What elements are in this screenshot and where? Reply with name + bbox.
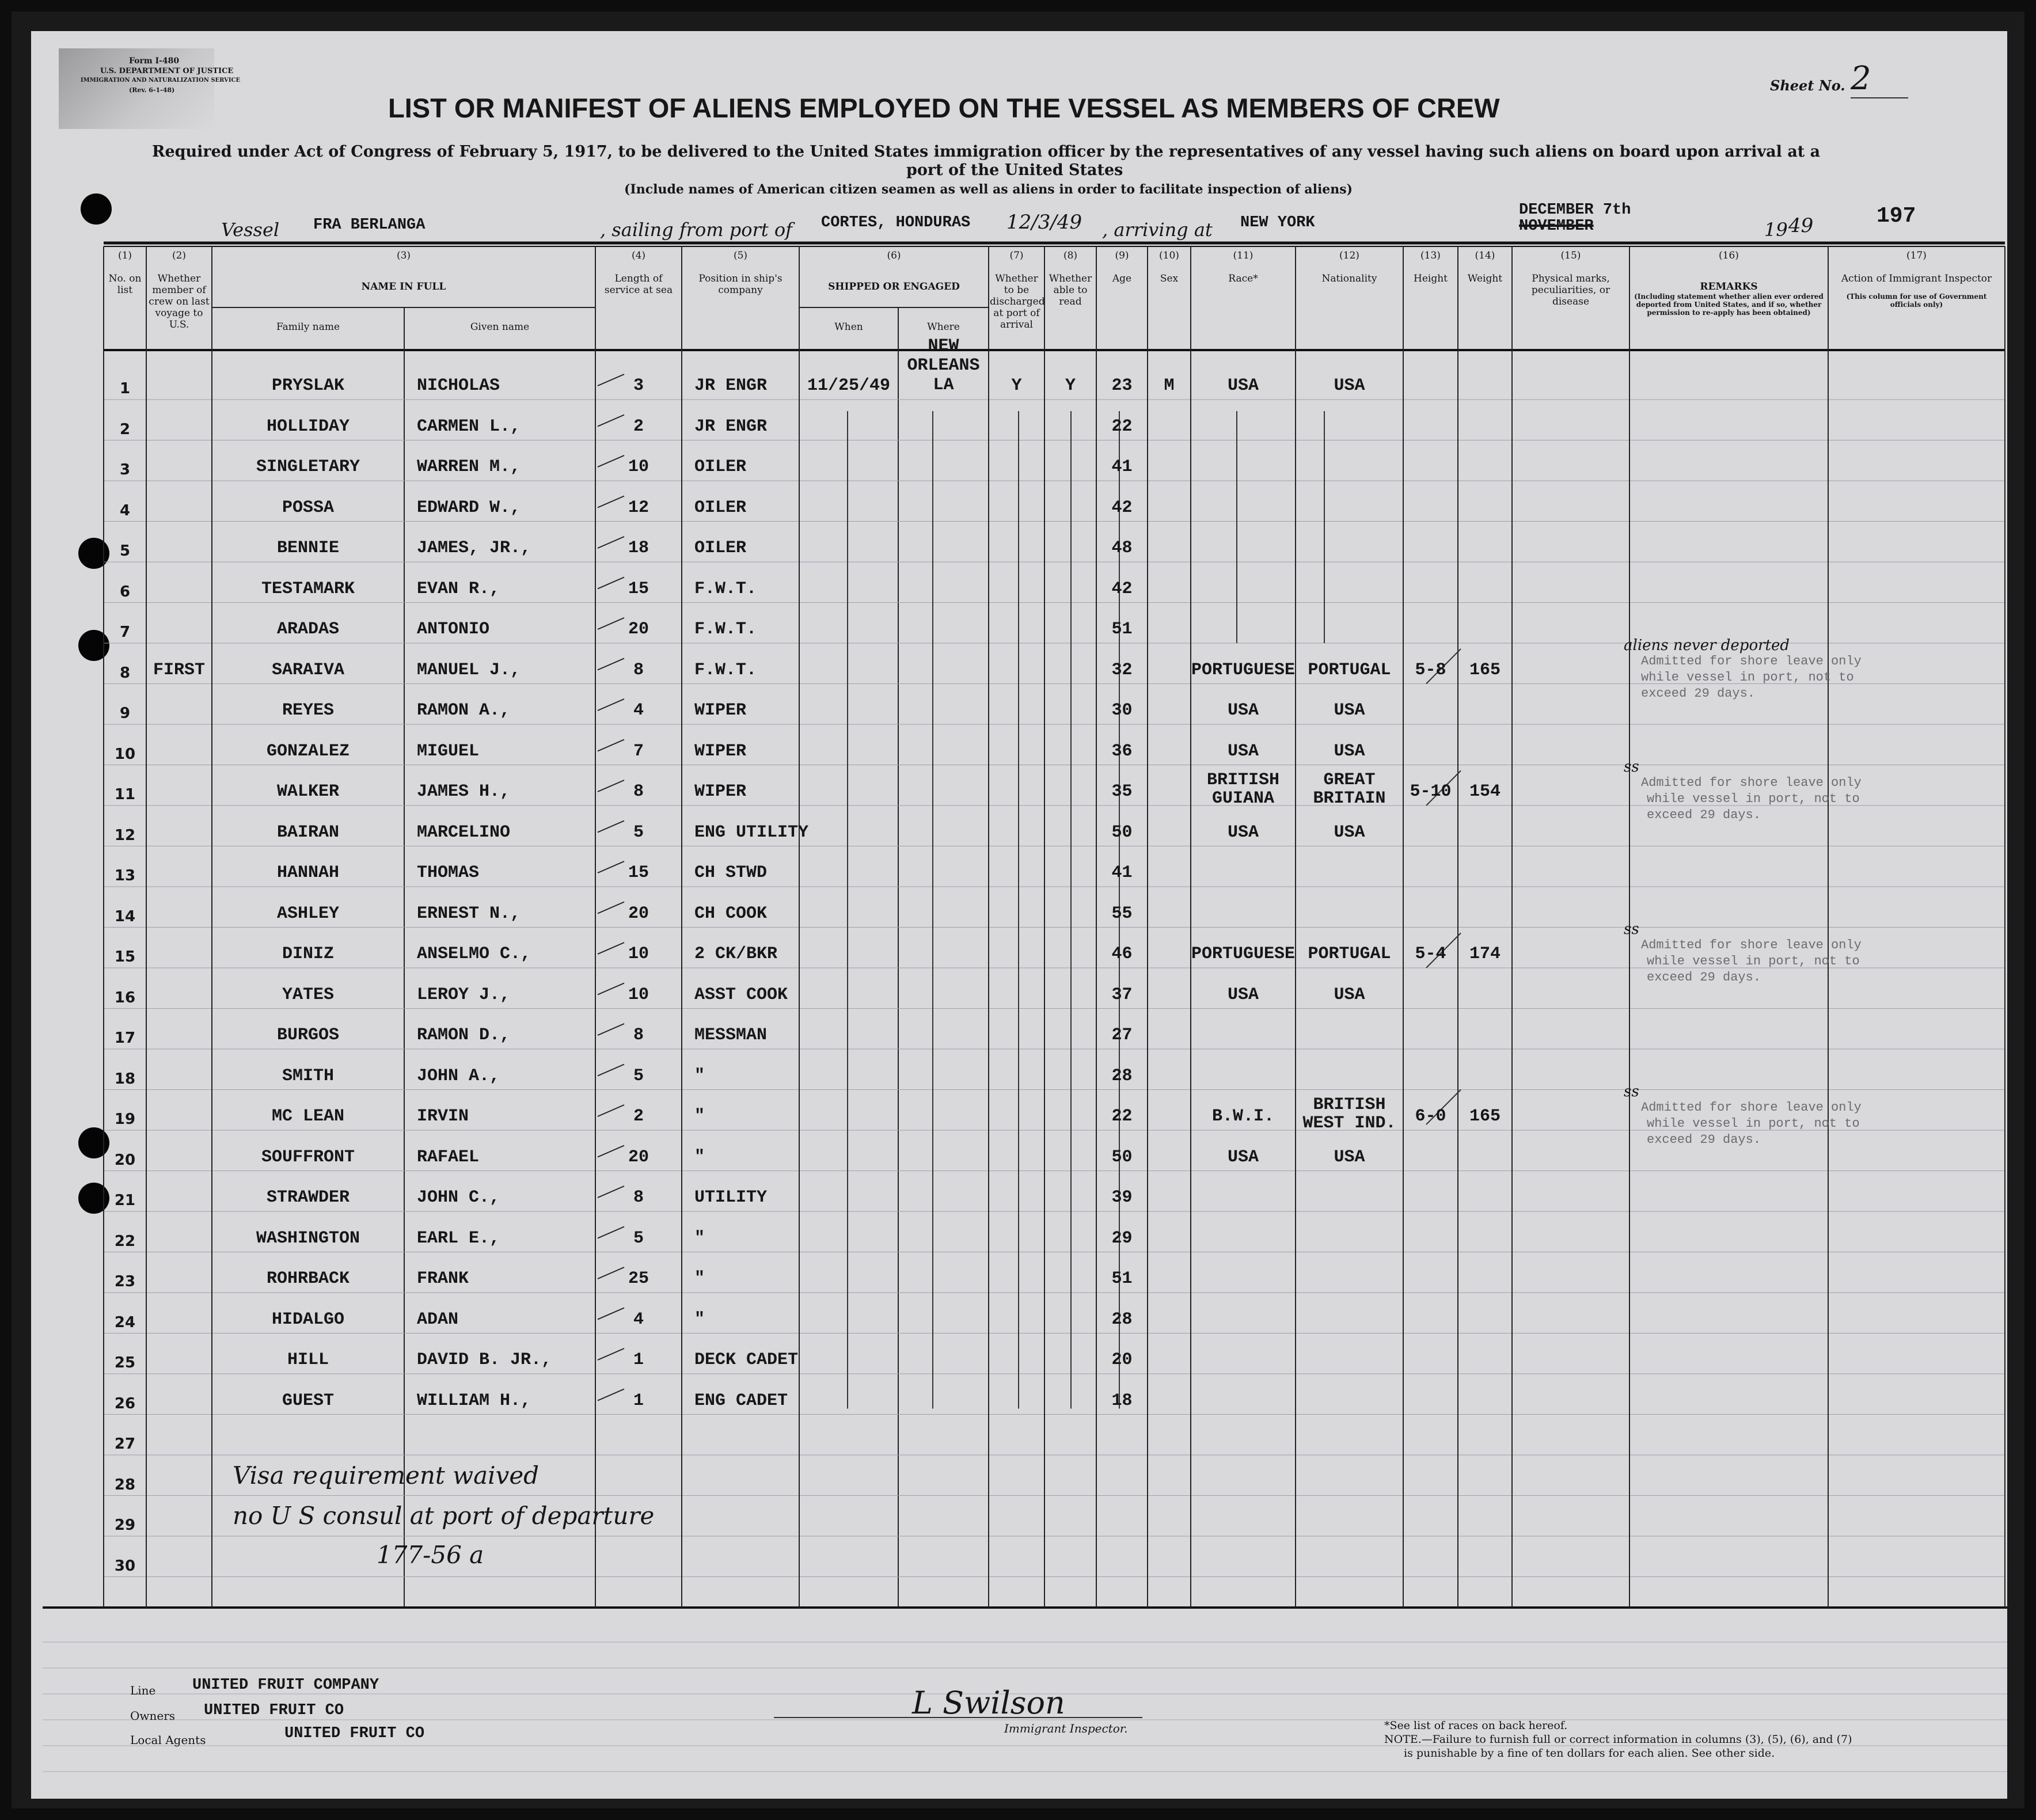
- owners-label: Owners: [130, 1709, 176, 1723]
- weight-cell: 154: [1469, 782, 1501, 801]
- age-cell: 50: [1111, 1147, 1133, 1167]
- row-number: 25: [114, 1354, 136, 1371]
- position-cell: WIPER: [694, 741, 747, 761]
- race-cell: USA: [1227, 985, 1259, 1005]
- service-cell: 2: [633, 1107, 644, 1126]
- given-cell: EVAN R.,: [417, 579, 500, 599]
- handwritten-note-3: 177-56 a: [377, 1541, 484, 1569]
- given-cell: MANUEL J.,: [417, 660, 521, 680]
- column-sublabel: Where: [927, 321, 960, 333]
- row-number: 5: [119, 542, 131, 560]
- family-cell: GONZALEZ: [266, 741, 350, 761]
- column-number: (1): [117, 250, 132, 261]
- arrival-day: DECEMBER 7th: [1519, 202, 1631, 219]
- column-number: (7): [1009, 250, 1024, 261]
- age-cell: 20: [1111, 1350, 1133, 1370]
- sheet-label: Sheet No.: [1770, 77, 1845, 94]
- age-cell: 30: [1111, 701, 1133, 720]
- height-cell: 6-0: [1415, 1107, 1446, 1126]
- family-cell: TESTAMARK: [261, 579, 355, 599]
- discharged-cell: Y: [1011, 376, 1022, 396]
- remark-typed: exceed 29 days.: [1647, 1133, 1761, 1147]
- nationality-cell: PORTUGAL: [1308, 944, 1391, 964]
- given-cell: JOHN A.,: [417, 1066, 500, 1086]
- sailing-label: , sailing from port of: [600, 219, 792, 241]
- subtitle-note: (Include names of American citizen seamen as well as aliens in order to facilitate inspection of aliens): [624, 182, 1353, 197]
- age-cell: 29: [1111, 1228, 1133, 1248]
- column-sublabel: Family name: [276, 321, 340, 333]
- row-number: 2: [119, 420, 131, 438]
- row-number: 24: [114, 1313, 136, 1331]
- position-cell: JR ENGR: [694, 376, 768, 396]
- when-cell: 11/25/49: [807, 376, 891, 396]
- vessel-name: FRA BERLANGA: [313, 216, 426, 234]
- row-number: 4: [119, 501, 131, 519]
- age-cell: 51: [1111, 620, 1133, 639]
- handwritten-note-1: Visa requirement waived: [233, 1461, 540, 1490]
- column-note: (This column for use of Government officials only): [1846, 292, 1987, 309]
- sex-cell: M: [1164, 376, 1175, 396]
- service-cell: 8: [633, 782, 644, 801]
- column-label: REMARKS: [1700, 281, 1758, 292]
- row-number: 30: [114, 1557, 136, 1575]
- column-label: Sex: [1160, 273, 1179, 284]
- service-cell: 15: [628, 863, 649, 883]
- agents-label: Local Agents: [130, 1733, 206, 1747]
- age-cell: 42: [1111, 497, 1133, 518]
- service-cell: 4: [633, 701, 644, 720]
- row-number: 6: [119, 583, 131, 601]
- given-cell: THOMAS: [417, 863, 480, 883]
- row-number: 29: [114, 1517, 136, 1534]
- column-label: Whether able to read: [1049, 273, 1092, 307]
- nationality-cell: USA: [1334, 822, 1365, 842]
- column-number: (14): [1475, 250, 1495, 261]
- age-cell: 41: [1111, 457, 1133, 477]
- nationality-cell: USA: [1334, 376, 1365, 396]
- subtitle-2: port of the United States: [906, 161, 1123, 179]
- age-cell: 50: [1111, 822, 1133, 842]
- family-cell: ROHRBACK: [266, 1269, 350, 1289]
- weight-cell: 174: [1469, 944, 1501, 964]
- form-id-1: Form I-480: [129, 56, 180, 66]
- age-cell: 39: [1111, 1188, 1133, 1207]
- service-cell: 8: [633, 1188, 644, 1207]
- age-cell: 42: [1111, 579, 1133, 599]
- column-number: (11): [1233, 250, 1253, 261]
- weight-cell: 165: [1469, 1107, 1501, 1126]
- column-label: Race*: [1228, 273, 1258, 284]
- race-cell: USA: [1227, 822, 1259, 842]
- given-cell: RAFAEL: [417, 1147, 480, 1167]
- row-number: 10: [114, 745, 136, 763]
- remark-typed: exceed 29 days.: [1641, 686, 1756, 701]
- family-cell: DINIZ: [282, 944, 334, 964]
- remark-handwriting: ss: [1624, 1083, 1639, 1100]
- age-cell: 55: [1111, 903, 1133, 924]
- family-cell: ASHLEY: [276, 903, 340, 924]
- row-number: 16: [114, 989, 136, 1006]
- column-label: Physical marks, peculiarities, or disease: [1531, 273, 1610, 307]
- age-cell: 28: [1111, 1066, 1133, 1086]
- form-id-2: U.S. DEPARTMENT OF JUSTICE: [100, 67, 234, 75]
- service-cell: 8: [633, 1025, 644, 1045]
- service-cell: 25: [628, 1269, 649, 1289]
- remark-typed: Admitted for shore leave only: [1641, 1100, 1862, 1115]
- family-cell: HOLLIDAY: [266, 416, 350, 436]
- remark-typed: exceed 29 days.: [1647, 970, 1761, 985]
- column-sublabel: When: [834, 321, 863, 333]
- service-cell: 4: [633, 1309, 644, 1329]
- remark-handwriting: ss: [1624, 921, 1639, 938]
- column-number: (17): [1906, 250, 1927, 261]
- given-cell: FRANK: [417, 1269, 469, 1289]
- service-cell: 5: [633, 1228, 644, 1248]
- column-number: (10): [1159, 250, 1179, 261]
- given-cell: MARCELINO: [417, 822, 511, 842]
- service-cell: 3: [633, 376, 644, 396]
- service-cell: 5: [633, 1066, 644, 1086]
- row-number: 20: [114, 1151, 136, 1169]
- row-number: 15: [114, 948, 136, 966]
- stamp-number: 197: [1877, 204, 1916, 229]
- column-note: (Including statement whether alien ever ordered deported from United States, and if so, whether permission to re-apply has been obtained): [1634, 292, 1824, 317]
- position-cell: F.W.T.: [694, 620, 757, 639]
- owners-value: UNITED FRUIT CO: [204, 1702, 344, 1719]
- family-cell: BAIRAN: [276, 822, 340, 842]
- position-cell: ASST COOK: [694, 985, 788, 1005]
- column-label: No. on list: [108, 273, 142, 296]
- family-cell: WASHINGTON: [256, 1228, 360, 1248]
- position-cell: ": [694, 1147, 705, 1167]
- column-number: (3): [396, 250, 411, 261]
- inspector-label: Immigrant Inspector.: [1004, 1722, 1128, 1735]
- age-cell: 23: [1111, 376, 1133, 396]
- struck-month: NOVEMBER: [1519, 218, 1594, 235]
- row-number: 23: [114, 1273, 136, 1290]
- service-cell: 12: [628, 497, 649, 518]
- column-number: (6): [887, 250, 901, 261]
- given-cell: ADAN: [417, 1309, 459, 1329]
- row-number: 18: [114, 1070, 136, 1088]
- last-cell: FIRST: [153, 660, 205, 680]
- position-cell: OILER: [694, 538, 747, 558]
- row-number: 1: [119, 380, 131, 397]
- remark-typed: while vessel in port, not to: [1647, 792, 1860, 806]
- service-cell: 1: [633, 1350, 644, 1370]
- race-cell: BRITISH GUIANA: [1206, 770, 1280, 808]
- remark-typed: while vessel in port, not to: [1647, 1116, 1860, 1131]
- column-label: SHIPPED OR ENGAGED: [828, 281, 960, 292]
- sailing-date: 12/3/49: [1006, 211, 1082, 234]
- position-cell: 2 CK/BKR: [694, 944, 778, 964]
- service-cell: 7: [633, 741, 644, 761]
- row-number: 19: [114, 1111, 136, 1128]
- row-number: 8: [119, 664, 131, 682]
- family-cell: PRYSLAK: [271, 376, 345, 396]
- family-cell: HILL: [287, 1350, 329, 1370]
- nationality-cell: USA: [1334, 985, 1365, 1005]
- column-number: (15): [1560, 250, 1581, 261]
- age-cell: 46: [1111, 944, 1133, 964]
- position-cell: F.W.T.: [694, 660, 757, 680]
- given-cell: EDWARD W.,: [417, 497, 521, 518]
- column-label: Weight: [1467, 273, 1503, 284]
- remark-typed: while vessel in port, not to: [1641, 670, 1854, 685]
- position-cell: OILER: [694, 457, 747, 477]
- year-suffix: 49: [1788, 214, 1814, 237]
- age-cell: 51: [1111, 1269, 1133, 1289]
- column-label: NAME IN FULL: [361, 281, 446, 292]
- given-cell: JAMES, JR.,: [417, 538, 531, 558]
- row-number: 22: [114, 1232, 136, 1250]
- remark-handwriting: ss: [1624, 758, 1639, 776]
- row-number: 17: [114, 1029, 136, 1047]
- given-cell: RAMON D.,: [417, 1025, 511, 1045]
- row-number: 21: [114, 1192, 136, 1209]
- column-label: Action of Immigrant Inspector: [1841, 273, 1992, 284]
- position-cell: ": [694, 1228, 705, 1248]
- service-cell: 20: [628, 1147, 649, 1167]
- age-cell: 22: [1111, 1107, 1133, 1126]
- column-label: Whether member of crew on last voyage to U.S.: [149, 273, 210, 330]
- row-number: 7: [119, 624, 131, 641]
- column-number: (5): [733, 250, 748, 261]
- given-cell: RAMON A.,: [417, 701, 511, 720]
- family-cell: YATES: [282, 985, 334, 1005]
- given-cell: LEROY J.,: [417, 985, 511, 1005]
- age-cell: 27: [1111, 1025, 1133, 1045]
- given-cell: CARMEN L.,: [417, 416, 521, 436]
- family-cell: SOUFFRONT: [261, 1147, 355, 1167]
- position-cell: F.W.T.: [694, 579, 757, 599]
- age-cell: 41: [1111, 863, 1133, 883]
- race-cell: USA: [1227, 1147, 1259, 1167]
- height-cell: 5-10: [1410, 782, 1452, 801]
- family-cell: BENNIE: [276, 538, 340, 558]
- family-cell: SARAIVA: [271, 660, 345, 680]
- column-number: (16): [1719, 250, 1739, 261]
- column-label: Height: [1414, 273, 1448, 284]
- height-cell: 5-4: [1415, 944, 1446, 964]
- remark-handwriting: aliens never deported: [1624, 636, 1790, 654]
- column-number: (12): [1339, 250, 1359, 261]
- column-number: (4): [631, 250, 646, 261]
- given-cell: JOHN C.,: [417, 1188, 500, 1207]
- height-cell: 5-8: [1415, 660, 1446, 680]
- form-id-3: IMMIGRATION AND NATURALIZATION SERVICE: [81, 77, 241, 83]
- line-value: UNITED FRUIT COMPANY: [192, 1677, 379, 1694]
- column-label: Whether to be discharged at port of arrival: [990, 273, 1045, 330]
- position-cell: WIPER: [694, 782, 747, 801]
- age-cell: 35: [1111, 782, 1133, 801]
- family-cell: REYES: [282, 701, 334, 720]
- given-cell: MIGUEL: [417, 741, 480, 761]
- column-number: (13): [1420, 250, 1441, 261]
- position-cell: ": [694, 1066, 705, 1086]
- row-number: 9: [119, 705, 131, 722]
- age-cell: 32: [1111, 660, 1133, 680]
- given-cell: ERNEST N.,: [417, 903, 521, 924]
- port-to: NEW YORK: [1240, 214, 1315, 231]
- race-cell: USA: [1227, 376, 1259, 396]
- column-label: Nationality: [1321, 273, 1377, 284]
- service-cell: 5: [633, 822, 644, 842]
- age-cell: 28: [1111, 1309, 1133, 1329]
- remark-typed: while vessel in port, not to: [1647, 954, 1860, 968]
- service-cell: 20: [628, 903, 649, 924]
- service-cell: 18: [628, 538, 649, 558]
- race-cell: USA: [1227, 701, 1259, 720]
- row-number: 27: [114, 1435, 136, 1453]
- row-number: 26: [114, 1395, 136, 1412]
- given-cell: WILLIAM H.,: [417, 1390, 531, 1411]
- nationality-cell: PORTUGAL: [1308, 660, 1391, 680]
- family-cell: HIDALGO: [271, 1309, 345, 1329]
- handwritten-note-2: no U S consul at port of departure: [233, 1502, 655, 1530]
- race-cell: PORTUGUESE: [1191, 660, 1296, 680]
- row-number: 3: [119, 461, 131, 478]
- port-from: CORTES, HONDURAS: [821, 214, 971, 231]
- position-cell: MESSMAN: [694, 1025, 768, 1045]
- column-number: (8): [1063, 250, 1078, 261]
- signature-line: [774, 1717, 1142, 1718]
- read-cell: Y: [1065, 376, 1076, 396]
- weight-cell: 165: [1469, 660, 1501, 680]
- family-cell: BURGOS: [276, 1025, 340, 1045]
- remark-typed: Admitted for shore leave only: [1641, 653, 1862, 668]
- given-cell: ANSELMO C.,: [417, 944, 531, 964]
- scan-border: [12, 12, 2024, 1808]
- service-cell: 10: [628, 457, 649, 477]
- position-cell: CH COOK: [694, 903, 768, 924]
- footer-note-2: NOTE.—Failure to furnish full or correct information in columns (3), (5), (6), and (7): [1384, 1733, 1852, 1746]
- given-cell: JAMES H.,: [417, 782, 511, 801]
- footer-note-1: *See list of races on back hereof.: [1384, 1719, 1568, 1732]
- manifest-page: [31, 31, 2007, 1799]
- given-cell: DAVID B. JR.,: [417, 1350, 552, 1370]
- column-number: (9): [1115, 250, 1129, 261]
- family-cell: WALKER: [276, 782, 340, 801]
- position-cell: UTILITY: [694, 1188, 768, 1207]
- sheet-number: 2: [1851, 60, 1908, 98]
- age-cell: 36: [1111, 741, 1133, 761]
- given-cell: WARREN M.,: [417, 457, 521, 477]
- service-cell: 10: [628, 985, 649, 1005]
- where-cell: NEW ORLEANS LA: [907, 336, 980, 395]
- row-number: 11: [114, 786, 136, 803]
- position-cell: DECK CADET: [694, 1350, 799, 1370]
- position-cell: JR ENGR: [694, 416, 768, 436]
- nationality-cell: BRITISH WEST IND.: [1302, 1095, 1396, 1133]
- position-cell: ENG CADET: [694, 1390, 788, 1411]
- subtitle-1: Required under Act of Congress of February 5, 1917, to be delivered to the United States immigration officer by the representatives of any vessel having such aliens on board upon arrival at a: [152, 143, 1821, 161]
- given-cell: EARL E.,: [417, 1228, 500, 1248]
- family-cell: GUEST: [282, 1390, 334, 1411]
- row-number: 14: [114, 907, 136, 925]
- position-cell: CH STWD: [694, 863, 768, 883]
- family-cell: SMITH: [282, 1066, 334, 1086]
- family-cell: SINGLETARY: [256, 457, 360, 477]
- remark-typed: Admitted for shore leave only: [1641, 938, 1862, 952]
- service-cell: 8: [633, 660, 644, 680]
- position-cell: ": [694, 1269, 705, 1289]
- remark-typed: exceed 29 days.: [1647, 808, 1761, 822]
- column-sublabel: Given name: [470, 321, 530, 333]
- row-number: 28: [114, 1476, 136, 1494]
- remark-typed: Admitted for shore leave only: [1641, 776, 1862, 790]
- race-cell: USA: [1227, 741, 1259, 761]
- service-cell: 10: [628, 944, 649, 964]
- position-cell: OILER: [694, 497, 747, 518]
- column-label: Length of service at sea: [604, 273, 673, 296]
- column-label: Age: [1112, 273, 1132, 284]
- service-cell: 15: [628, 579, 649, 599]
- inspector-signature: L Swilson: [912, 1685, 1065, 1721]
- nationality-cell: USA: [1334, 1147, 1365, 1167]
- year-prefix: 19: [1764, 219, 1788, 241]
- age-cell: 37: [1111, 985, 1133, 1005]
- position-cell: ": [694, 1107, 705, 1126]
- agents-value: UNITED FRUIT CO: [284, 1725, 425, 1742]
- position-cell: ENG UTILITY: [694, 822, 809, 842]
- form-id-4: (Rev. 6-1-48): [129, 86, 175, 94]
- position-cell: WIPER: [694, 701, 747, 720]
- column-label: Position in ship's company: [698, 273, 783, 296]
- age-cell: 18: [1111, 1390, 1133, 1411]
- column-number: (2): [172, 250, 187, 261]
- footer-note-3: is punishable by a fine of ten dollars for each alien. See other side.: [1404, 1747, 1775, 1760]
- family-cell: MC LEAN: [271, 1107, 345, 1126]
- vessel-label: Vessel: [221, 219, 280, 241]
- family-cell: STRAWDER: [266, 1188, 350, 1207]
- nationality-cell: USA: [1334, 701, 1365, 720]
- arriving-label: , arriving at: [1102, 219, 1213, 241]
- given-cell: NICHOLAS: [417, 376, 500, 396]
- row-number: 12: [114, 826, 136, 844]
- race-cell: B.W.I.: [1211, 1107, 1275, 1126]
- race-cell: PORTUGUESE: [1191, 944, 1296, 964]
- family-cell: POSSA: [282, 497, 334, 518]
- service-cell: 2: [633, 416, 644, 436]
- nationality-cell: USA: [1334, 741, 1365, 761]
- age-cell: 48: [1111, 538, 1133, 558]
- line-label: Line: [130, 1684, 156, 1697]
- page-title: LIST OR MANIFEST OF ALIENS EMPLOYED ON THE VESSEL AS MEMBERS OF CREW: [388, 93, 1500, 123]
- given-cell: IRVIN: [417, 1107, 469, 1126]
- position-cell: ": [694, 1309, 705, 1329]
- given-cell: ANTONIO: [417, 620, 490, 639]
- nationality-cell: GREAT BRITAIN: [1313, 770, 1386, 808]
- age-cell: 22: [1111, 416, 1133, 436]
- row-number: 13: [114, 867, 136, 884]
- service-cell: 1: [633, 1390, 644, 1411]
- family-cell: ARADAS: [276, 620, 340, 639]
- service-cell: 20: [628, 620, 649, 639]
- family-cell: HANNAH: [276, 863, 340, 883]
